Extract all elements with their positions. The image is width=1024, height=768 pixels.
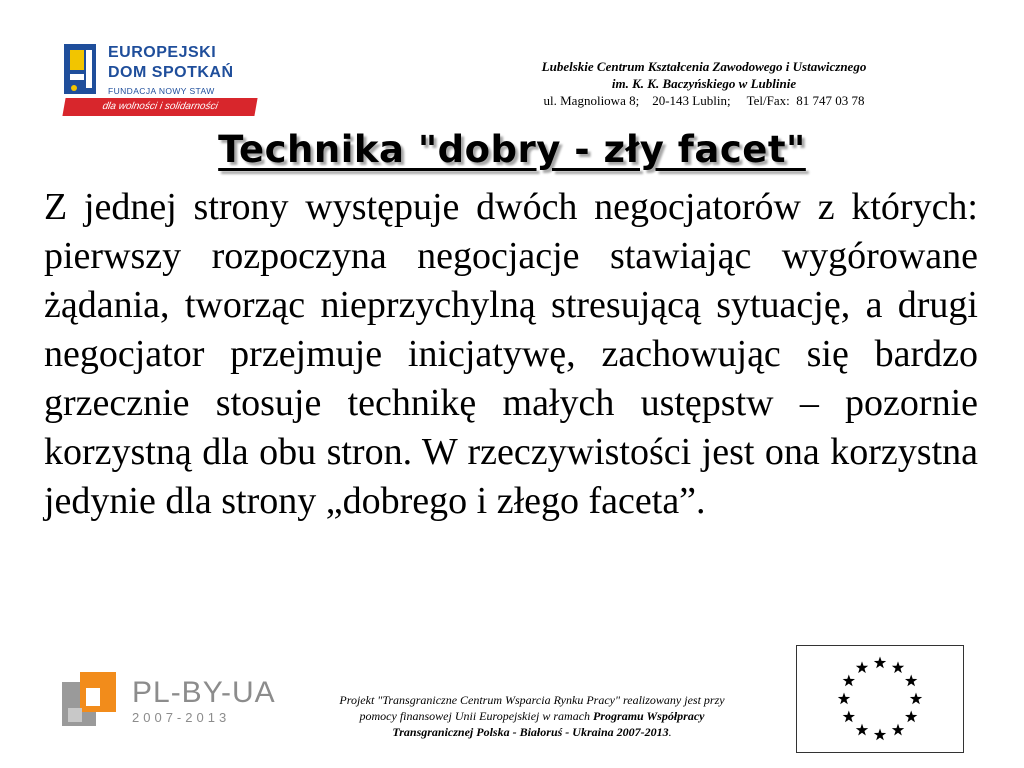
eu-star: [892, 724, 904, 736]
project-line2: [282, 708, 782, 724]
project-line3-end: .: [668, 725, 672, 739]
eu-star: [843, 711, 855, 723]
eu-star: [856, 661, 868, 673]
pl-by-ua-program-logo: [62, 670, 276, 730]
project-line3-program: Transgranicznej Polska - Białoruś - Ukraina 2007-2013: [392, 725, 669, 739]
body-paragraph: Z jednej strony występuje dwóch negocjatorów z których: pierwszy rozpoczyna negocjacje stawiając wygórowane żądania, tworząc nieprzychylną stresującą sytuację, a drugi negocjator przejmuje inicjatywę, zachowując się bardzo grzecznie stosuje technikę małych ustępstw – pozornie korzystną dla obu stron. W rzeczywistości jest ona korzystna jedynie dla strony „dobrego i złego faceta”.: [44, 186, 978, 522]
eu-star: [905, 711, 917, 723]
eu-star: [905, 675, 917, 687]
eu-star: [856, 724, 868, 736]
eu-star: [843, 675, 855, 687]
eu-star: [910, 693, 922, 705]
eu-star: [874, 729, 886, 741]
institution-header: [454, 58, 954, 110]
program-logo-name: PL-BY-UA: [132, 676, 276, 709]
logo-tagline: dla wolności i solidarności: [62, 98, 257, 116]
logo-name-line1: EUROPEJSKI: [108, 44, 217, 61]
eu-star: [874, 657, 886, 669]
eu-flag: [796, 645, 964, 753]
project-line2-program: Programu Współpracy: [593, 709, 705, 723]
eu-star: [892, 661, 904, 673]
logo-name-line2: DOM SPOTKAŃ: [108, 64, 234, 81]
institution-patron: im. K. K. Baczyńskiego w Lublinie: [611, 76, 797, 91]
eu-star: [838, 693, 850, 705]
project-line2-text: pomocy finansowej Unii Europejskiej w ramach: [359, 709, 594, 723]
project-funding-note: [282, 692, 782, 740]
logo-subtitle: FUNDACJA NOWY STAW: [108, 86, 215, 96]
institution-address: ul. Magnoliowa 8; 20-143 Lublin; Tel/Fax: 81 747 03 78: [543, 93, 865, 108]
door-window-icon: [62, 44, 100, 96]
program-logo-years: 2007-2013: [132, 710, 231, 725]
project-line1: Projekt "Transgraniczne Centrum Wsparcia Rynku Pracy" realizowany jest przy: [339, 693, 725, 707]
page-title: Technika "dobry - zły facet": [218, 128, 806, 171]
project-line3: [282, 724, 782, 740]
eu-stars-icon: [797, 646, 963, 752]
europejski-dom-spotkan-logo: [62, 42, 258, 122]
institution-name: Lubelskie Centrum Kształcenia Zawodowego i Ustawicznego: [541, 59, 867, 74]
program-squares-icon: [62, 672, 118, 728]
